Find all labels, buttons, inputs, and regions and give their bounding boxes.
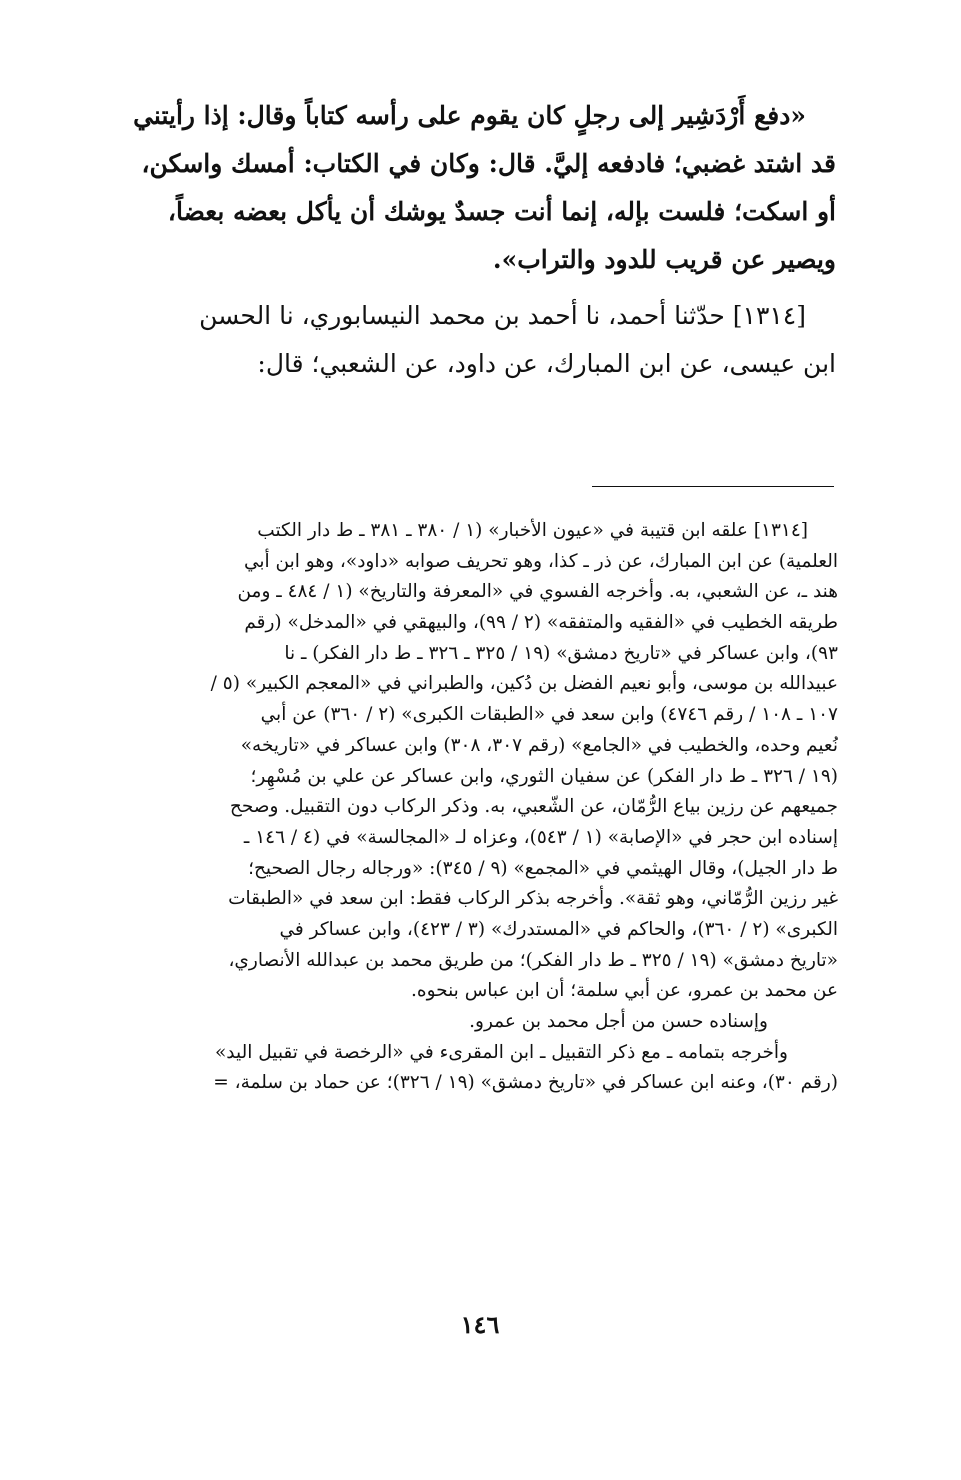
footnote-line: إسناده ابن حجر في «الإصابة» (١ / ٥٤٣)، وعزاه لـ «المجالسة» في (٤ / ١٤٦ ـ	[243, 826, 838, 848]
footnote-line: جميعهم عن رزين بياع الرُّمّان، عن الشّعبي، به. وذكر الركاب دون التقبيل. وصحح	[229, 796, 838, 818]
page-number: ١٤٦	[460, 1310, 500, 1339]
footnote-line: هند ـ، عن الشعبي، به. وأخرجه الفسوي في «المعرفة والتاريخ» (١ / ٤٨٤ ـ ومن	[237, 581, 838, 603]
narration-line-2: ابن عيسى، عن ابن المبارك، عن داود، عن الشعبي؛ قال:	[257, 349, 836, 378]
footnote-line: نُعيم وحده، والخطيب في «الجامع» (رقم ٣٠٧، ٣٠٨) وابن عساكر في «تاريخه»	[240, 734, 838, 756]
footnote-line: (١٩ / ٣٢٦ ـ ط دار الفكر) عن سفيان الثوري، وابن عساكر عن علي بن مُسْهِر؛	[250, 765, 838, 787]
footnote-line: غير رزين الرُّمّاني، وهو ثقة». وأخرجه بذكر الركاب فقط: ابن سعد في «الطبقات	[228, 888, 838, 910]
paragraph-gap	[108, 284, 836, 292]
footnote-line: طريقه الخطيب في «الفقيه والمتفقه» (٢ / ٩٩)، والبيهقي في «المدخل» (رقم	[244, 612, 838, 634]
footnote-line: [١٣١٤] علقه ابن قتيبة في «عيون الأخبار» (١ / ٣٨٠ ـ ٣٨١ ـ ط دار الكتب	[257, 520, 808, 541]
footnote-separator	[592, 486, 834, 487]
quote-line-2: قد اشتد غضبي؛ فادفعه إليَّ. قال: وكان في الكتاب: أمسك واسكن،	[141, 149, 836, 178]
main-text	[108, 92, 836, 388]
footnote	[108, 516, 838, 1099]
quote-line-1: «دفع أَرْدَشِير إلى رجلٍ كان يقوم على رأسه كتاباً وقال: إذا رأيتني	[133, 101, 806, 130]
quote-line-3: أو اسكت؛ فلست بإله، إنما أنت جسدٌ يوشك أن يأكل بعضه بعضاً،	[167, 197, 836, 226]
footnote-line: ١٠٧ ـ ١٠٨ / رقم ٤٧٤٦) وابن سعد في «الطبقات الكبرى» (٢ / ٣٦٠) عن أبي	[260, 704, 838, 726]
narration-line-1: [١٣١٤] حدّثنا أحمد، نا أحمد بن محمد النيسابوري، نا الحسن	[199, 301, 806, 330]
footnote-isnad-note: وإسناده حسن من أجل محمد بن عمرو.	[469, 1011, 768, 1032]
footnote-extra-line: (رقم ٣٠)، وعنه ابن عساكر في «تاريخ دمشق» (١٩ / ٣٢٦)؛ عن حماد بن سلمة، =	[213, 1072, 838, 1094]
footnote-line: العلمية) عن ابن المبارك، عن ذر ـ كذا، وهو تحريف صوابه «داود»، وهو ابن أبي	[243, 550, 838, 572]
quote-line-4: ويصير عن قريب للدود والتراب».	[492, 245, 836, 274]
footnote-line: «تاريخ دمشق» (١٩ / ٣٢٥ ـ ط دار الفكر)؛ من طريق محمد بن عبدالله الأنصاري،	[228, 949, 838, 971]
footnote-extra-line: وأخرجه بتمامه ـ مع ذكر التقبيل ـ ابن المقرىء في «الرخصة في تقبيل اليد»	[214, 1041, 788, 1063]
footnote-line: ٩٣)، وابن عساكر في «تاريخ دمشق» (١٩ / ٣٢٥ ـ ٣٢٦ ـ ط دار الفكر) ـ نا	[284, 642, 838, 664]
footnote-line: الكبرى» (٢ / ٣٦٠)، والحاكم في «المستدرك» (٣ / ٤٢٣)، وابن عساكر في	[279, 918, 838, 940]
footnote-line: عبيدالله بن موسى، وأبو نعيم الفضل بن دُكين، والطبراني في «المعجم الكبير» (٥ /	[210, 673, 838, 695]
footnote-line: عن محمد بن عمرو، عن أبي سلمة؛ أن ابن عباس بنحوه.	[411, 980, 838, 1002]
footnote-line: ط دار الجيل)، وقال الهيثمي في «المجمع» (٩ / ٣٤٥): «ورجاله رجال الصحيح؛	[248, 857, 838, 879]
